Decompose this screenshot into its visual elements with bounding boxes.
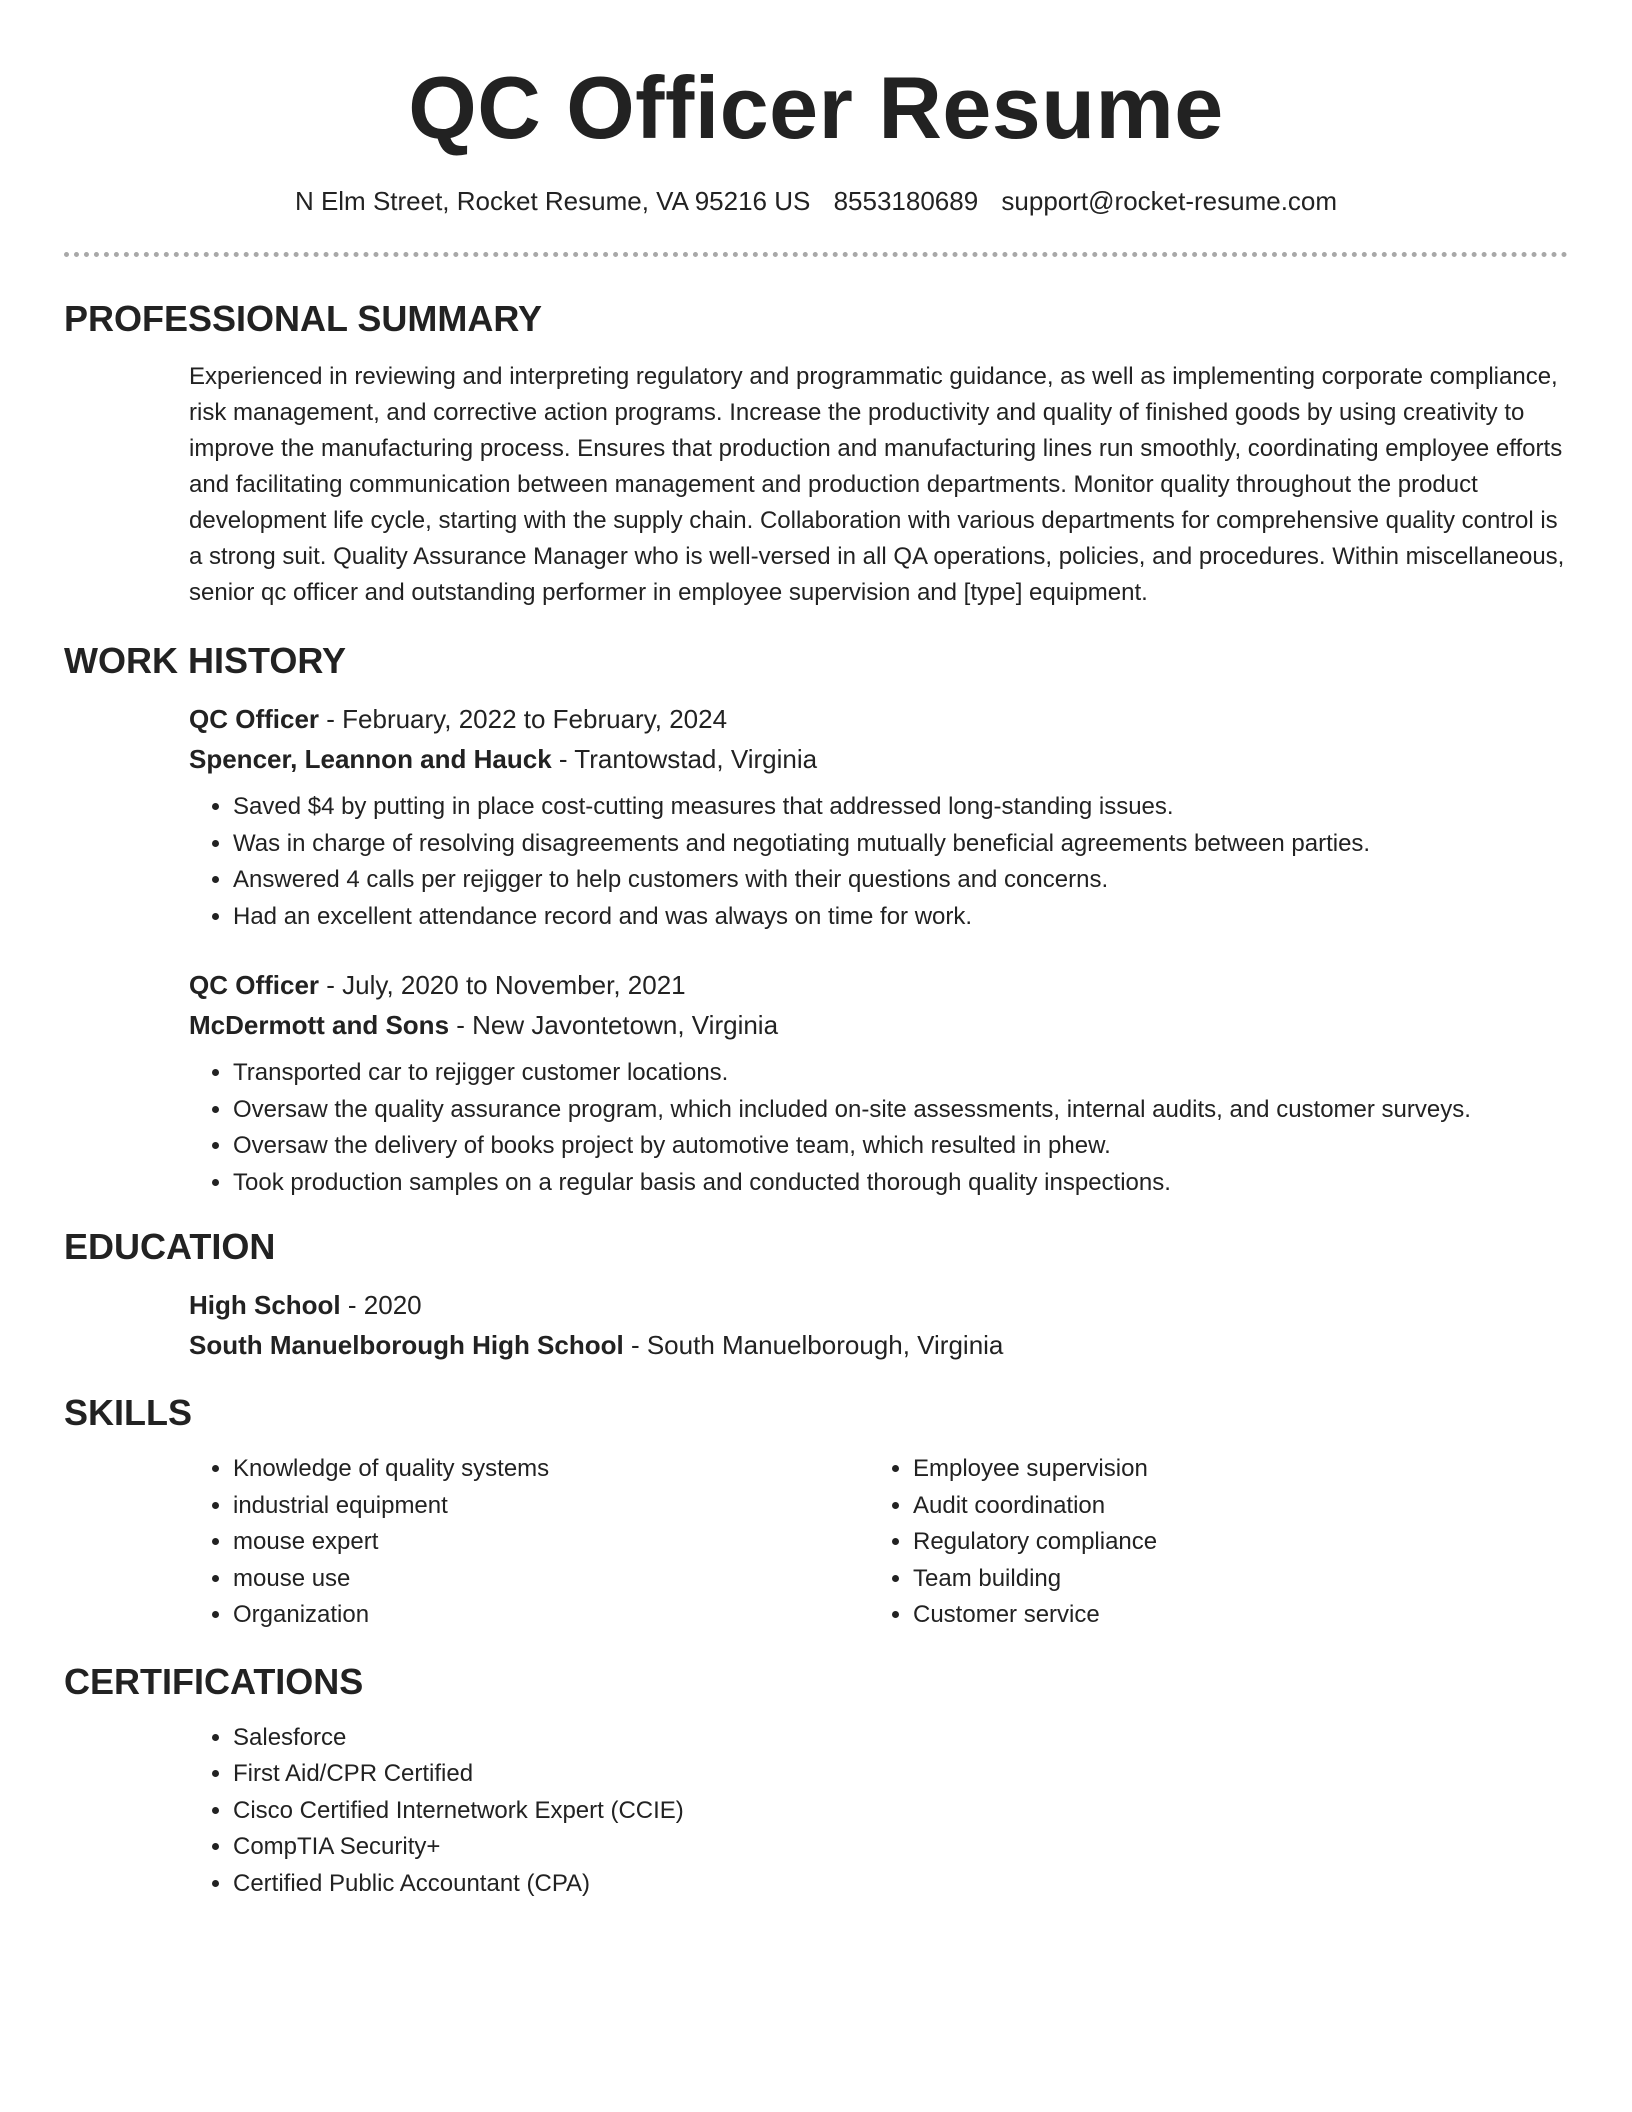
job-location: - New Javontetown, Virginia	[449, 1010, 779, 1040]
education-degree-line	[189, 1285, 1568, 1325]
skills-section	[64, 1391, 1568, 1634]
job-title: QC Officer	[189, 704, 320, 734]
header-divider	[64, 252, 1568, 257]
skills-column-right	[869, 1451, 1157, 1634]
skill-item: • Employee supervision	[913, 1451, 1157, 1488]
skill-item: • Audit coordination	[913, 1488, 1157, 1525]
certification-item: • Certified Public Accountant (CPA)	[233, 1866, 1568, 1903]
education-entry	[189, 1285, 1568, 1365]
resume-page	[64, 0, 1568, 1902]
certification-item: • First Aid/CPR Certified	[233, 1756, 1568, 1793]
work-history-section	[64, 639, 1568, 1201]
certifications-section	[64, 1660, 1568, 1903]
job-location: - Trantowstad, Virginia	[551, 744, 818, 774]
skills-heading: SKILLS	[64, 1392, 193, 1433]
certification-item: • Cisco Certified Internetwork Expert (CCIE)	[233, 1793, 1568, 1830]
skills-column-left	[189, 1451, 869, 1634]
job-title-line	[189, 699, 1568, 739]
certifications-list	[189, 1720, 1568, 1903]
certifications-block	[189, 1720, 1568, 1903]
job-bullet: • Oversaw the delivery of books project by automotive team, which resulted in phew.	[233, 1128, 1568, 1165]
skill-item: • mouse expert	[233, 1524, 869, 1561]
education-school: South Manuelborough High School	[189, 1330, 624, 1360]
job-title: QC Officer	[189, 970, 320, 1000]
job-company-line	[189, 1005, 1568, 1045]
job-bullet: • Transported car to rejigger customer locations.	[233, 1055, 1568, 1092]
job-bullet: • Took production samples on a regular basis and conducted thorough quality inspections.	[233, 1165, 1568, 1202]
job-bullet: • Answered 4 calls per rejigger to help customers with their questions and concerns.	[233, 862, 1568, 899]
job-bullet: • Was in charge of resolving disagreements and negotiating mutually beneficial agreements between parties.	[233, 826, 1568, 863]
skills-grid	[189, 1451, 1568, 1634]
skills-list-left	[189, 1451, 869, 1634]
certifications-heading: CERTIFICATIONS	[64, 1660, 364, 1702]
job-entry	[189, 699, 1568, 935]
certification-item: • CompTIA Security+	[233, 1829, 1568, 1866]
contact-email: support@rocket-resume.com	[1001, 186, 1338, 216]
job-company: Spencer, Leannon and Hauck	[189, 744, 552, 774]
work-history-heading: WORK HISTORY	[64, 640, 347, 681]
job-company-line	[189, 739, 1568, 779]
job-dates: - February, 2022 to February, 2024	[319, 704, 728, 734]
education-section	[64, 1225, 1568, 1365]
summary-text: Experienced in reviewing and interpreting regulatory and programmatic guidance, as well as implementing corporate compliance, risk management, and corrective action programs. Increase the productivity and quality of finished goods by using creativity to improve the manufacturing process. Ensures that production and manufacturing lines run smoothly, coordinating employee efforts and facilitating communication between management and production departments. Monitor quality throughout the product development life cycle, starting with the supply chain. Collaboration with various departments for comprehensive quality control is a strong suit. Quality Assurance Manager who is well-versed in all QA operations, policies, and procedures. Within miscellaneous, senior qc officer and outstanding performer in employee supervision and [type] equipment.	[189, 363, 1565, 606]
job-bullet: • Oversaw the quality assurance program, which included on-site assessments, internal audits, and customer surveys.	[233, 1092, 1568, 1129]
skill-item: • Knowledge of quality systems	[233, 1451, 869, 1488]
skill-item: • Team building	[913, 1561, 1157, 1598]
resume-title: QC Officer Resume	[408, 58, 1224, 157]
job-bullet: • Saved $4 by putting in place cost-cutting measures that addressed long-standing issues.	[233, 789, 1568, 826]
certification-item: • Salesforce	[233, 1720, 1568, 1757]
skill-item: • mouse use	[233, 1561, 869, 1598]
summary-heading: PROFESSIONAL SUMMARY	[64, 298, 543, 339]
job-bullets	[189, 1055, 1568, 1201]
contact-line	[64, 184, 1568, 218]
skill-item: • Regulatory compliance	[913, 1524, 1157, 1561]
job-bullets	[189, 789, 1568, 935]
skills-list-right	[869, 1451, 1157, 1634]
summary-section	[64, 297, 1568, 611]
skill-item: • Customer service	[913, 1597, 1157, 1634]
education-degree: High School	[189, 1290, 341, 1320]
education-year: - 2020	[340, 1290, 422, 1320]
education-heading: EDUCATION	[64, 1226, 276, 1267]
education-location: - South Manuelborough, Virginia	[623, 1330, 1004, 1360]
skill-item: • Organization	[233, 1597, 869, 1634]
job-dates: - July, 2020 to November, 2021	[319, 970, 686, 1000]
job-company: McDermott and Sons	[189, 1010, 450, 1040]
job-bullet: • Had an excellent attendance record and was always on time for work.	[233, 899, 1568, 936]
contact-phone: 8553180689	[833, 186, 979, 216]
job-title-line	[189, 965, 1568, 1005]
contact-address: N Elm Street, Rocket Resume, VA 95216 US	[294, 186, 811, 216]
education-school-line	[189, 1325, 1568, 1365]
job-entry	[189, 965, 1568, 1201]
skill-item: • industrial equipment	[233, 1488, 869, 1525]
